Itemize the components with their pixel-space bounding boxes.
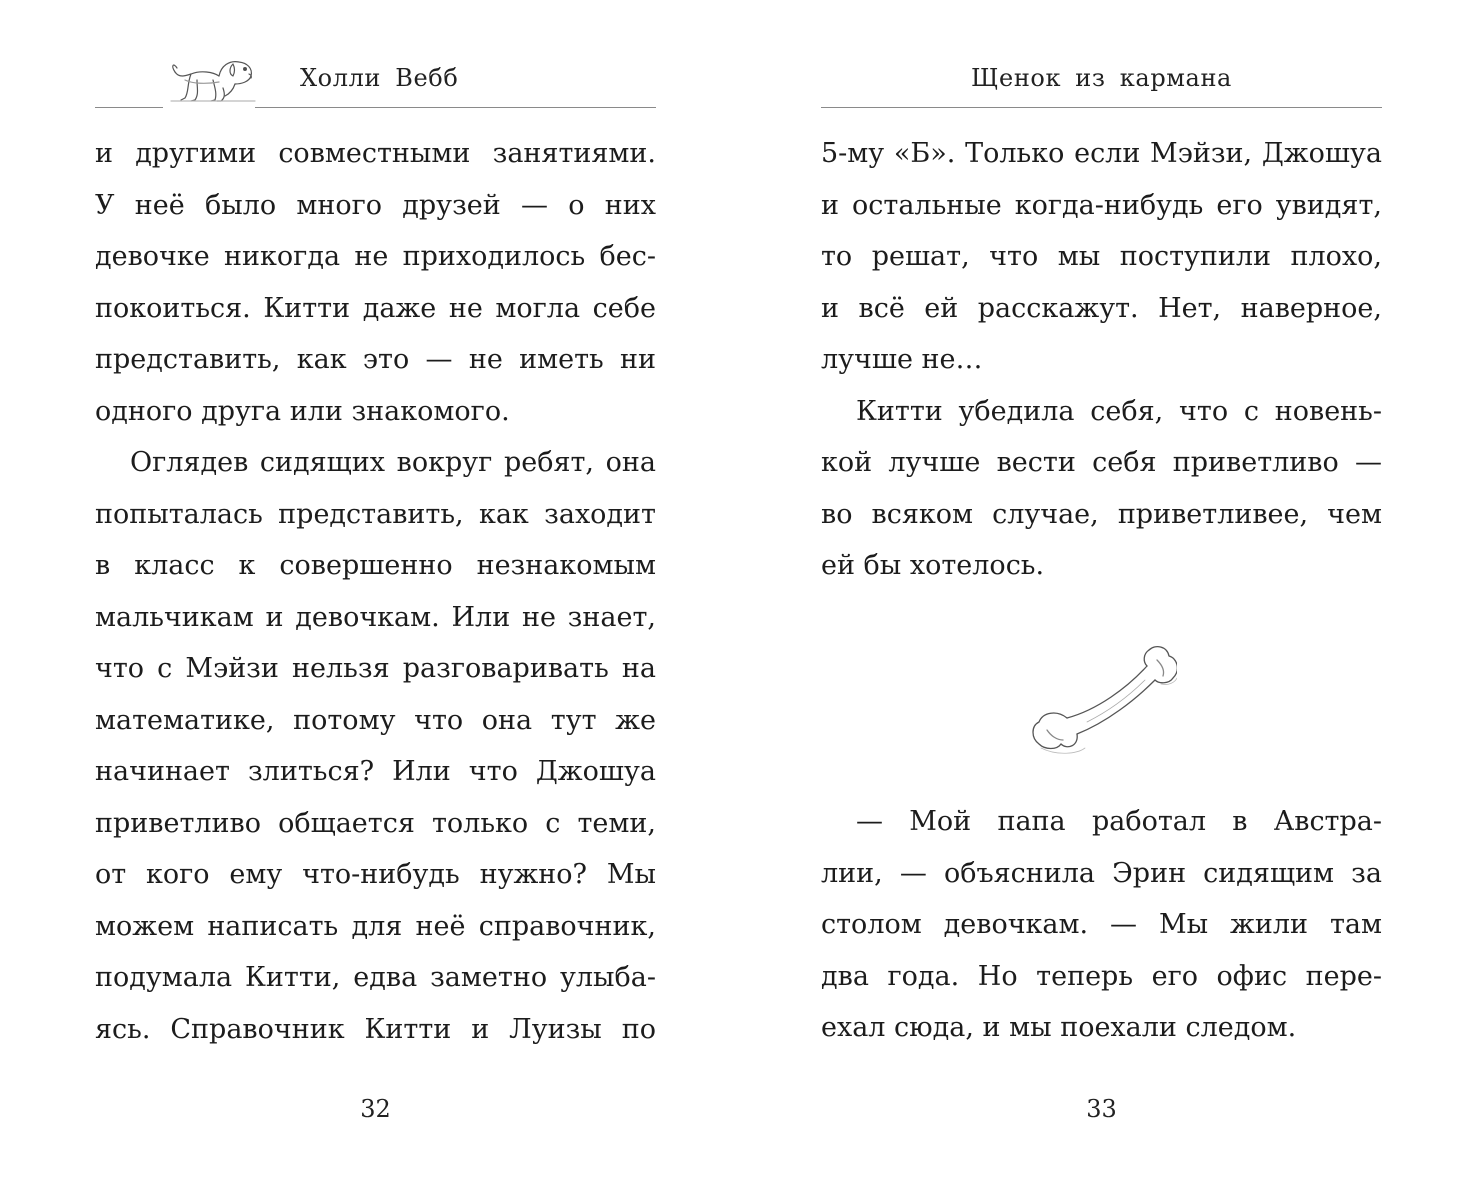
text-line: начинает злиться? Или что Джошуа (95, 756, 656, 787)
left-body-text (95, 128, 656, 1055)
text-line: то решат, что мы поступили плохо, (821, 241, 1382, 272)
text-line: подумала Китти, едва заметно улыба- (95, 962, 656, 993)
right-page (821, 0, 1382, 1182)
bone-icon (1027, 640, 1177, 760)
right-page-header (821, 62, 1382, 108)
left-page-header (95, 62, 656, 108)
text-line: лучше не… (821, 344, 983, 375)
text-line: ясь. Справочник Китти и Луизы по (95, 1013, 656, 1045)
text-line: У неё было много друзей — о них (95, 189, 656, 221)
text-line: попыталась представить, как заходит (95, 498, 656, 530)
text-line: девочке никогда не приходилось бес- (95, 241, 656, 272)
page-number-left: 32 (360, 1095, 391, 1123)
text-line: мальчикам и девочкам. Или не знает, (95, 601, 656, 633)
text-line: одного друга или знакомого. (95, 395, 510, 427)
text-line: — Мой папа работал в Австра- (856, 806, 1382, 837)
text-line: можем написать для неё справочник, (95, 910, 656, 942)
text-line: и всё ей расскажут. Нет, наверное, (821, 292, 1382, 324)
page-number-right: 33 (1086, 1095, 1117, 1123)
header-rule-left (95, 107, 163, 108)
text-line: Китти убедила себя, что с новень- (856, 395, 1382, 427)
text-line: приветливо общается только с теми, (95, 807, 656, 839)
text-line: от кого ему что-нибудь нужно? Мы (95, 859, 656, 890)
text-line: лии, — объяснила Эрин сидящим за (821, 857, 1382, 889)
left-page (95, 0, 656, 1182)
running-head-right: Щенок из кармана (971, 64, 1232, 92)
right-body-text-top (821, 128, 1382, 592)
header-rule (821, 107, 1382, 108)
text-line: кой лучше вести себя приветливо — (821, 447, 1382, 478)
running-head-left: Холли Вебб (300, 64, 459, 92)
text-line: что с Мэйзи нельзя разговаривать на (95, 653, 656, 684)
right-body-text-bottom (821, 796, 1382, 1054)
header-rule-right (255, 107, 656, 108)
text-line: математике, потому что она тут же (95, 704, 656, 736)
text-line: в класс к совершенно незнакомым (95, 550, 656, 581)
text-line: столом девочкам. — Мы жили там (821, 909, 1382, 940)
text-line: два года. Но теперь его офис пере- (821, 960, 1382, 992)
text-line: ей бы хотелось. (821, 550, 1045, 581)
text-line: и другими совместными занятиями. (95, 138, 656, 169)
text-line: ехал сюда, и мы поехали следом. (821, 1012, 1297, 1043)
text-line: и остальные когда-нибудь его увидят, (821, 189, 1382, 221)
text-line: 5-му «Б». Только если Мэйзи, Джошуа (821, 138, 1382, 169)
text-line: во всяком случае, приветливее, чем (821, 498, 1382, 530)
text-line: покоиться. Китти даже не могла себе (95, 292, 656, 324)
puppy-icon (163, 54, 259, 106)
text-line: представить, как это — не иметь ни (95, 344, 656, 375)
text-line: Оглядев сидящих вокруг ребят, она (130, 447, 656, 478)
